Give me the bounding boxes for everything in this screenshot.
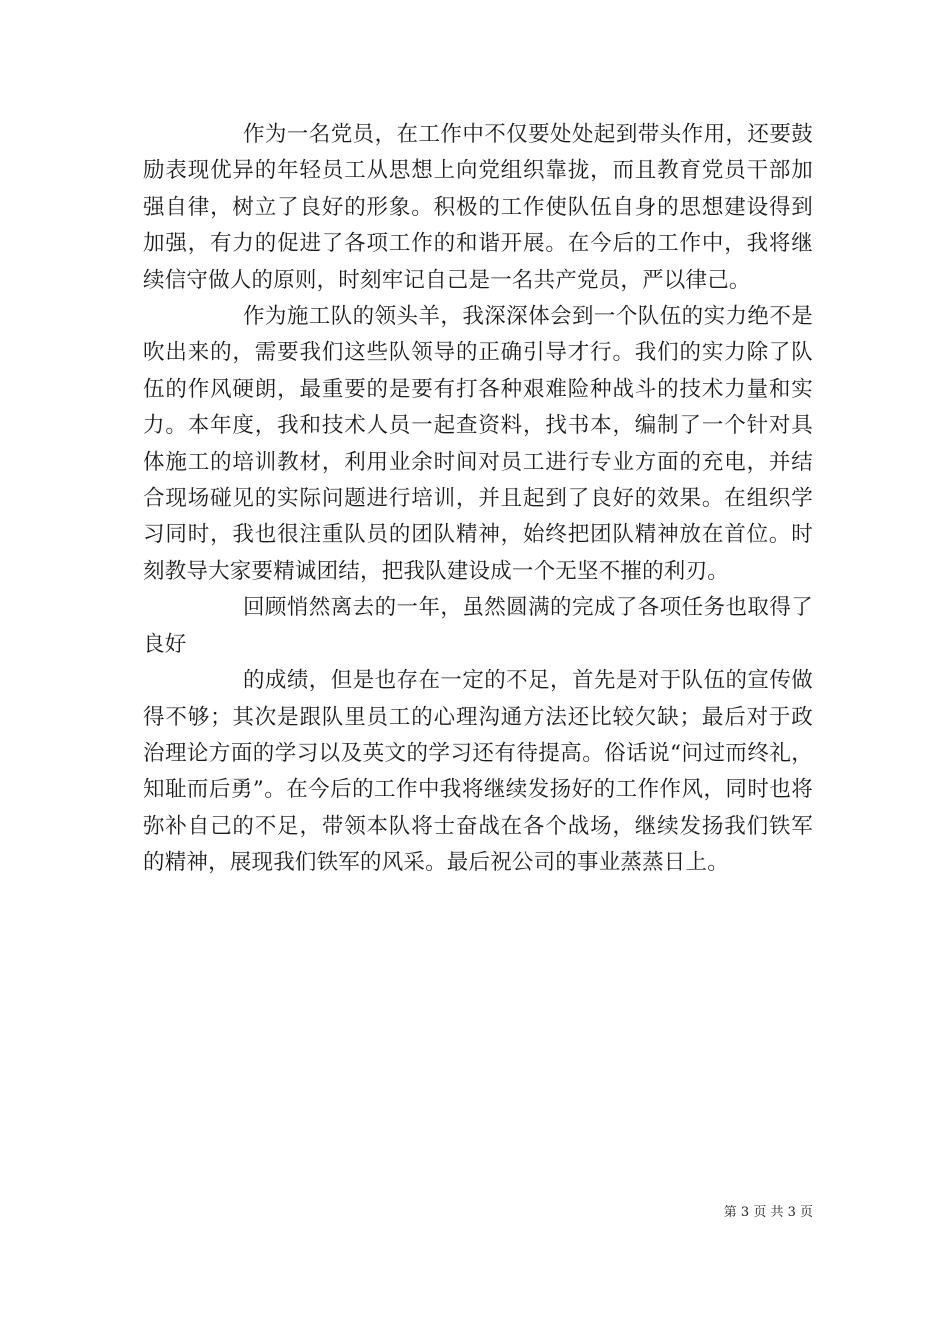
paragraph-team-leader: 作为施工队的领头羊，我深深体会到一个队伍的实力绝不是吹出来的，需要我们这些队领导的正确引导才行。我们的实力除了队伍的作风硬朗，最重要的是要有打各种艰难险种战斗的技术力量和实力。本年度，我和技术人员一起查资料，找书本，编制了一个针对具体施工的培训教材，利用业余时间对员工进行专业方面的充电，并结合现场碰见的实际问题进行培训，并且起到了良好的效果。在组织学习同时，我也很注重队员的团队精神，始终把团队精神放在首位。时刻教导大家要精诚团结，把我队建设成一个无坚不摧的利刃。 <box>143 304 813 584</box>
page-number-footer: 第 3 页 共 3 页 <box>723 1205 813 1220</box>
paragraph-review-start: 回顾悄然离去的一年，虽然圆满的完成了各项任务也取得了良好 <box>143 595 813 657</box>
paragraph-review-continued: 的成绩，但是也存在一定的不足，首先是对于队伍的宣传做得不够；其次是跟队里员工的心理沟通方法还比较欠缺；最后对于政治理论方面的学习以及英文的学习还有待提高。俗话说“问过而终礼，知耻而后勇”。在今后的工作中我将继续发扬好的工作作风，同时也将弥补自己的不足，带领本队将士奋战在各个战场，继续发扬我们铁军的精神，展现我们铁军的风采。最后祝公司的事业蒸蒸日上。 <box>143 668 813 876</box>
document-body <box>143 117 813 882</box>
paragraph-party-member: 作为一名党员，在工作中不仅要处处起到带头作用，还要鼓励表现优异的年轻员工从思想上向党组织靠拢，而且教育党员干部加强自律，树立了良好的形象。积极的工作使队伍自身的思想建设得到加强，有力的促进了各项工作的和谐开展。在今后的工作中，我将继续信守做人的原则，时刻牢记自己是一名共产党员，严以律己。 <box>143 122 813 293</box>
